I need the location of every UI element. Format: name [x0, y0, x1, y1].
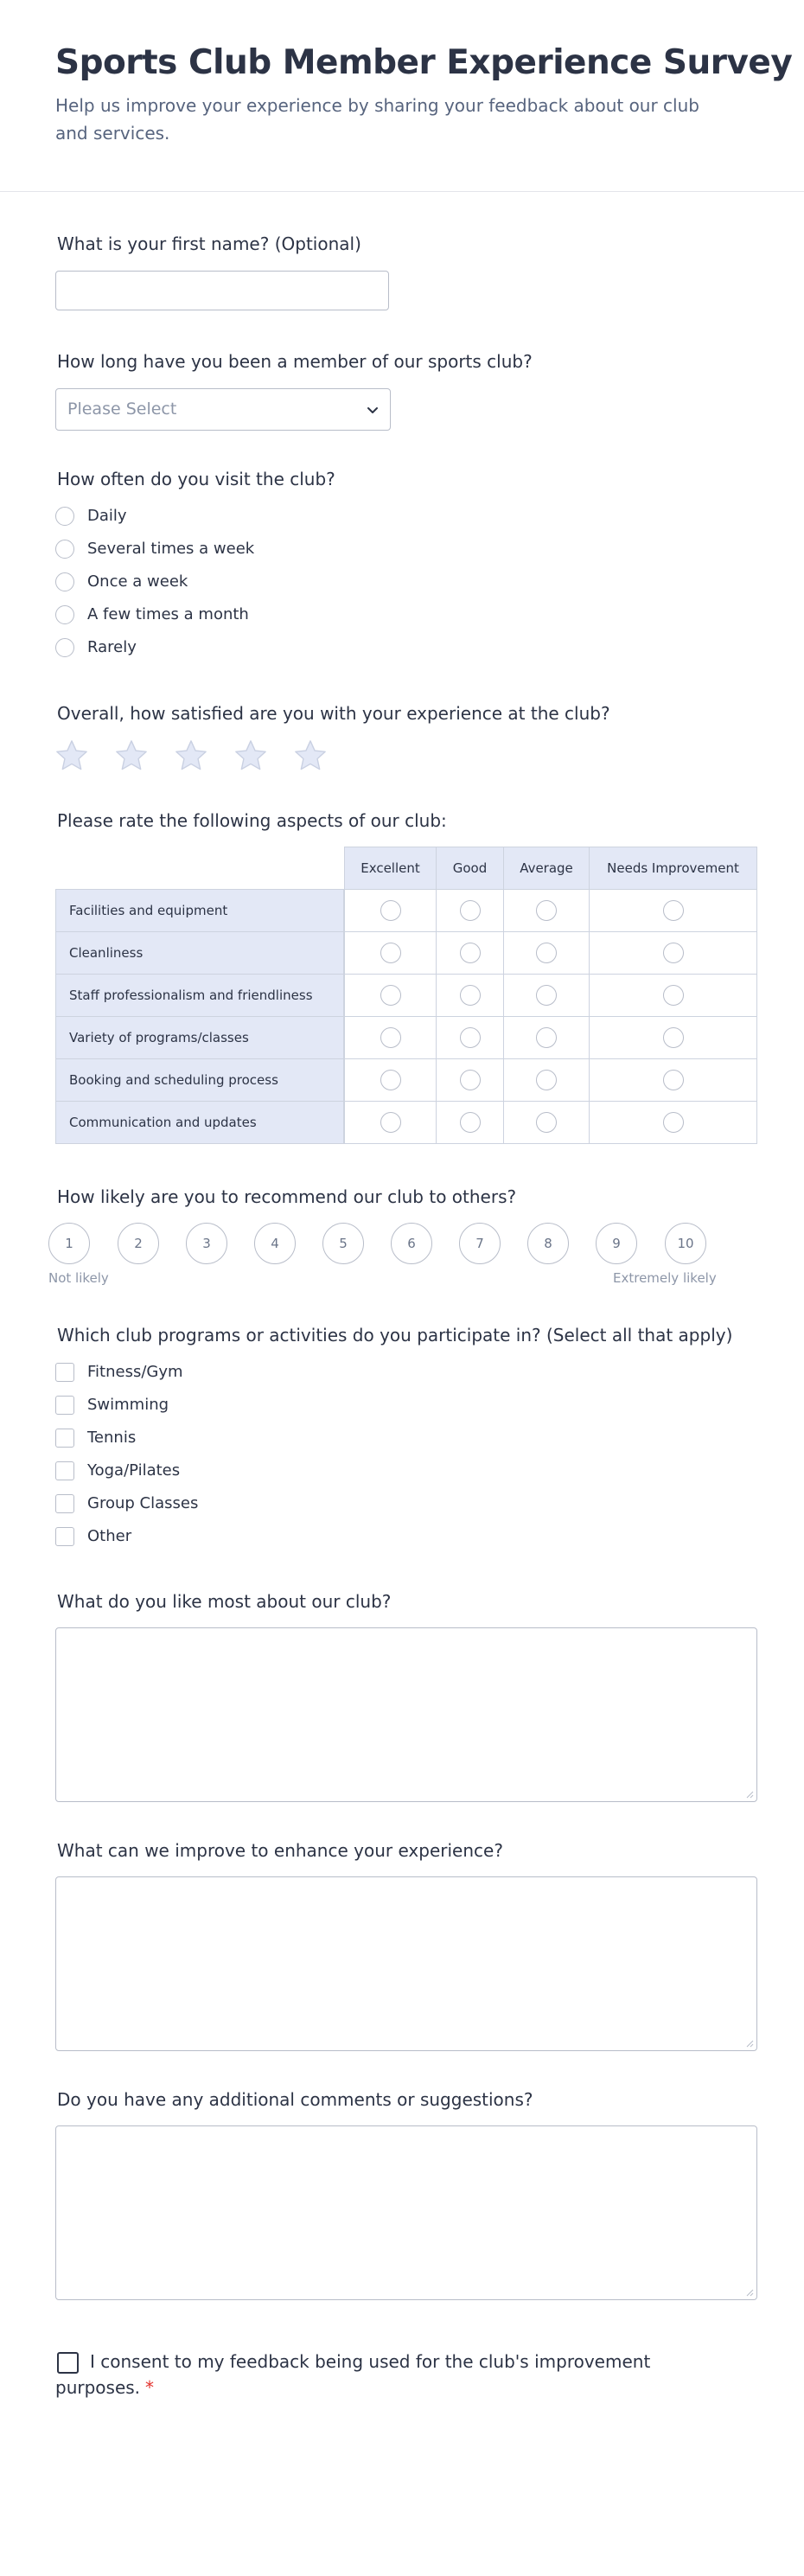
comments-label: Do you have any additional comments or suggestions?: [57, 2089, 533, 2110]
matrix-cell[interactable]: [503, 1058, 590, 1102]
form-header: [0, 0, 804, 192]
scale-option-7[interactable]: 7: [459, 1223, 501, 1264]
matrix-cell[interactable]: [503, 931, 590, 975]
matrix-row-label: Cleanliness: [55, 931, 344, 975]
programs-label: Which club programs or activities do you participate in? (Select all that apply): [57, 1325, 733, 1346]
radio-button[interactable]: [380, 1070, 401, 1090]
matrix-cell[interactable]: [503, 889, 590, 932]
star-rating-5-icon[interactable]: [292, 738, 329, 774]
matrix-cell[interactable]: [344, 931, 437, 975]
resize-grip-icon[interactable]: [745, 1790, 754, 1799]
form-subtitle: Help us improve your experience by sharing your feedback about our club and services.: [55, 95, 699, 144]
scale-low-caption: Not likely: [48, 1270, 109, 1286]
matrix-cell[interactable]: [344, 1101, 437, 1144]
radio-button[interactable]: [663, 943, 684, 963]
star-rating-2-icon[interactable]: [113, 738, 150, 774]
radio-button[interactable]: [380, 1027, 401, 1048]
matrix-cell[interactable]: [344, 974, 437, 1017]
matrix-row-label: Communication and updates: [55, 1101, 344, 1144]
radio-button[interactable]: [460, 1070, 481, 1090]
matrix-row-label: Staff professionalism and friendliness: [55, 974, 344, 1017]
radio-button[interactable]: [380, 1112, 401, 1133]
improve-label: What can we improve to enhance your experience?: [57, 1840, 503, 1861]
matrix-column-header: Needs Improvement: [589, 847, 757, 890]
radio-button[interactable]: [663, 900, 684, 921]
consent-label: [55, 2349, 678, 2400]
matrix-row-label: Facilities and equipment: [55, 889, 344, 932]
radio-button[interactable]: [536, 1027, 557, 1048]
scale-option-10[interactable]: 10: [665, 1223, 706, 1264]
comments-textarea[interactable]: [55, 2125, 757, 2300]
matrix-cell[interactable]: [436, 1058, 504, 1102]
radio-button[interactable]: [55, 572, 74, 591]
radio-button[interactable]: [536, 1112, 557, 1133]
star-rating-3-icon[interactable]: [173, 738, 209, 774]
radio-button[interactable]: [380, 985, 401, 1006]
matrix-cell[interactable]: [344, 1016, 437, 1059]
matrix-cell[interactable]: [436, 1016, 504, 1059]
scale-option-3[interactable]: 3: [186, 1223, 227, 1264]
radio-button[interactable]: [536, 1070, 557, 1090]
matrix-cell[interactable]: [503, 1101, 590, 1144]
membership-duration-select[interactable]: [55, 388, 391, 431]
radio-button[interactable]: [460, 1112, 481, 1133]
required-asterisk: *: [145, 2377, 155, 2398]
radio-button[interactable]: [55, 638, 74, 657]
membership-duration-label: How long have you been a member of our sports club?: [57, 351, 533, 372]
scale-option-6[interactable]: 6: [391, 1223, 432, 1264]
checkbox[interactable]: [55, 1363, 74, 1382]
checkbox[interactable]: [55, 1527, 74, 1546]
matrix-cell[interactable]: [344, 1058, 437, 1102]
chevron-down-icon: [366, 403, 380, 417]
form-title: Sports Club Member Experience Survey: [55, 43, 793, 82]
checkbox[interactable]: [55, 1494, 74, 1513]
radio-button[interactable]: [536, 943, 557, 963]
star-rating-1-icon[interactable]: [54, 738, 90, 774]
matrix-row-label: Variety of programs/classes: [55, 1016, 344, 1059]
first-name-label: What is your first name? (Optional): [57, 233, 361, 254]
radio-button[interactable]: [536, 900, 557, 921]
resize-grip-icon[interactable]: [745, 2039, 754, 2048]
matrix-column-header: Average: [503, 847, 590, 890]
matrix-cell[interactable]: [436, 974, 504, 1017]
first-name-input[interactable]: [55, 271, 389, 310]
radio-button[interactable]: [460, 943, 481, 963]
rating-matrix: [55, 847, 757, 1147]
scale-high-caption: Extremely likely: [613, 1270, 717, 1286]
rating-matrix-label: Please rate the following aspects of our club:: [57, 810, 447, 831]
checkbox[interactable]: [55, 1396, 74, 1415]
matrix-cell[interactable]: [436, 1101, 504, 1144]
star-rating-4-icon[interactable]: [233, 738, 269, 774]
checkbox[interactable]: [55, 1429, 74, 1448]
radio-button[interactable]: [663, 1027, 684, 1048]
membership-duration-placeholder: Please Select: [67, 400, 177, 419]
matrix-cell[interactable]: [589, 889, 757, 932]
radio-button[interactable]: [380, 900, 401, 921]
matrix-column-header: Good: [436, 847, 504, 890]
program-option-label: Yoga/Pilates: [87, 1461, 181, 1480]
like-most-textarea[interactable]: [55, 1627, 757, 1802]
radio-button[interactable]: [55, 507, 74, 526]
checkbox[interactable]: [55, 1461, 74, 1480]
scale-option-8[interactable]: 8: [527, 1223, 569, 1264]
radio-button[interactable]: [663, 1112, 684, 1133]
improve-textarea[interactable]: [55, 1876, 757, 2051]
matrix-cell[interactable]: [589, 1016, 757, 1059]
visit-option-label: Daily: [87, 507, 127, 525]
radio-button[interactable]: [460, 985, 481, 1006]
matrix-row-label: Booking and scheduling process: [55, 1058, 344, 1102]
scale-option-9[interactable]: 9: [596, 1223, 637, 1264]
program-option-label: Other: [87, 1527, 132, 1545]
program-option-label: Swimming: [87, 1396, 169, 1414]
visit-option-label: Once a week: [87, 572, 188, 591]
radio-button[interactable]: [663, 1070, 684, 1090]
scale-option-4[interactable]: 4: [254, 1223, 296, 1264]
matrix-cell[interactable]: [589, 1058, 757, 1102]
matrix-column-header: Excellent: [344, 847, 437, 890]
matrix-cell[interactable]: [589, 1101, 757, 1144]
matrix-cell[interactable]: [436, 889, 504, 932]
scale-option-5[interactable]: 5: [322, 1223, 364, 1264]
radio-button[interactable]: [55, 540, 74, 559]
radio-button[interactable]: [663, 985, 684, 1006]
visit-option-label: Rarely: [87, 638, 137, 656]
visit-option-label: A few times a month: [87, 605, 249, 623]
matrix-cell[interactable]: [589, 974, 757, 1017]
program-option-label: Fitness/Gym: [87, 1363, 183, 1381]
recommend-label: How likely are you to recommend our club to others?: [57, 1186, 517, 1207]
radio-button[interactable]: [460, 900, 481, 921]
radio-button[interactable]: [55, 605, 74, 624]
consent-text: I consent to my feedback being used for the club's improvement purposes.: [55, 2351, 651, 2398]
matrix-cell[interactable]: [503, 974, 590, 1017]
visit-option-label: Several times a week: [87, 540, 255, 558]
matrix-cell[interactable]: [503, 1016, 590, 1059]
matrix-cell[interactable]: [344, 889, 437, 932]
matrix-cell[interactable]: [589, 931, 757, 975]
resize-grip-icon[interactable]: [745, 2288, 754, 2297]
radio-button[interactable]: [380, 943, 401, 963]
like-most-label: What do you like most about our club?: [57, 1591, 392, 1612]
visit-frequency-label: How often do you visit the club?: [57, 469, 335, 489]
matrix-cell[interactable]: [436, 931, 504, 975]
radio-button[interactable]: [536, 985, 557, 1006]
scale-option-1[interactable]: 1: [48, 1223, 90, 1264]
program-option-label: Tennis: [87, 1429, 137, 1447]
program-option-label: Group Classes: [87, 1494, 199, 1512]
scale-option-2[interactable]: 2: [118, 1223, 159, 1264]
satisfaction-label: Overall, how satisfied are you with your experience at the club?: [57, 703, 610, 724]
radio-button[interactable]: [460, 1027, 481, 1048]
